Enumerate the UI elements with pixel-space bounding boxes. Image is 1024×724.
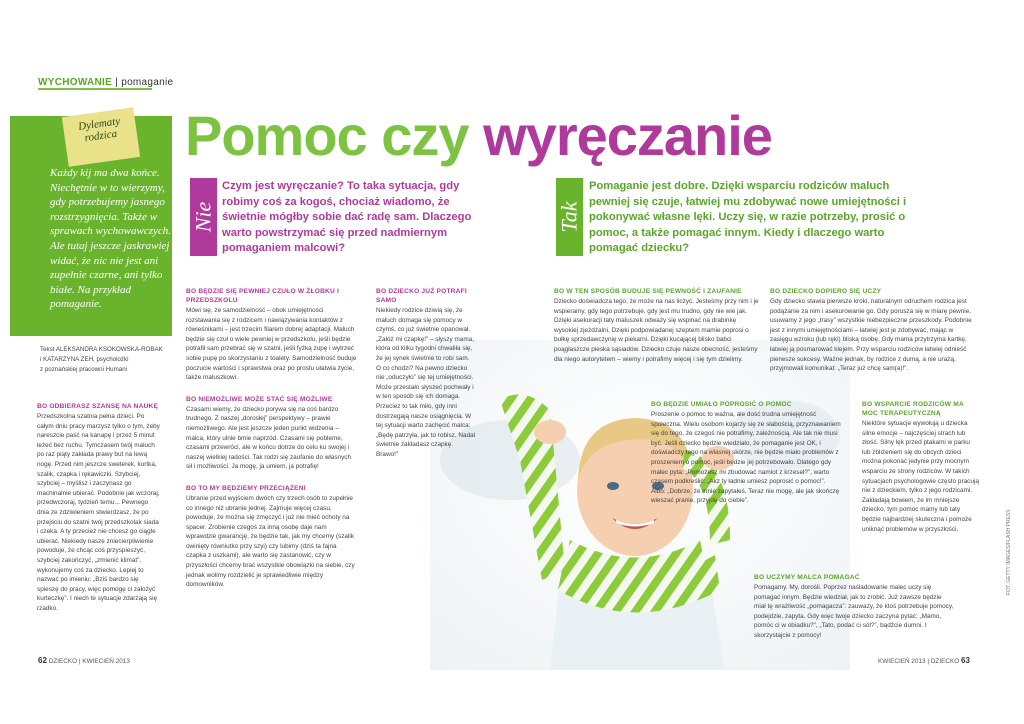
text-c5-1: Niektóre sytuacje wywołują u dziecka silne emocje – najczęściej strach lub złość. Silny lęk przed ptakami w parku lub zbliżeniem się do obcych dzieci można pokonać jedynie przy mocnym wsparciu ze strony rodziców. W takich sytuacjach psychologowie często pracują nie z dzieckiem, tylko z jego rodzicami. Zakładają bowiem, że im mniejsze dziecko, tym pomoc mamy lub taty będzie najbardziej skuteczna i pomoże uniknąć problemów w przyszłości. xyxy=(862,420,979,533)
tak-intro: Pomaganie jest dobre. Dzięki wsparciu rodziców maluch pewniej się czuje, łatwiej mu zdobywać nowe umiejętności i pokonywać własne lęki. Uczy się, w razie potrzeby, prosić o pomoc, a także pomagać innym. Kiedy i dlaczego warto pomagać dziecku? xyxy=(589,180,907,255)
section-c2-2 xyxy=(186,484,358,590)
text-c4-0: Dziecko doświadcza tego, że może na nas liczyć. Jesteśmy przy nim i je wspieramy, gdy tego potrzebuje, gdy jest mu trudno, gdy nie wie jak. Dzięki asekuracji taty maluszek odważy się wspinać na drabinkę wysokiej zjeżdżalni. Dzięki podpowiadanej szeptem mamie poprosi o bułkę sprzedawczynię w piekarni. Dzięki kucającej blisko babci poągłaszcze pieska sąsiadów. Dziecko czuje nasze obecność, jesteśmy dla niego autorytetem – wiemy i potrafimy więcej i się tym dzielimy. xyxy=(554,298,759,363)
section-c3-0 xyxy=(376,287,476,460)
section-c5-0 xyxy=(770,287,975,374)
column-4a xyxy=(554,287,759,376)
column-3 xyxy=(376,287,476,472)
column-5b xyxy=(862,400,980,546)
section-rule xyxy=(38,88,152,90)
section-c2-1 xyxy=(186,395,358,472)
text-c5-0: Gdy dziecko stawia pierwsze kroki, naturalnym odruchem rodzica jest podążanie za nim i asekurowanie go. Gdy porusza się w miarę pewnie, usuwamy z jego „trasy” wszystkie niebezpieczne przeszkody. Podobnie jest z innymi umiejętnościami – łatwiej jest je zdobywać, mając w zasięgu wzroku (lub ręki) bliską osobę. Gdy mama przytrzyma kartkę, łatwiej ją posmarować klejem. Przy wsparciu rodziców łatwiej odnieść pierwsze sukcesy. Ważne jednak, by rodzice z dumą, a nie urażą, przyjmowali komunikat: „Teraz już chcę sam(a)!”. xyxy=(770,298,972,373)
page-number-left: 62 xyxy=(38,656,47,665)
heading-c2-2: BO TO MY BĘDZIEMY PRZECIĄŻENI xyxy=(186,484,306,492)
folio-left xyxy=(38,656,130,665)
text-c2-0: Mówi się, że samodzielność – obok umiejętności rozstawania się z rodzicem i nawiązywania kontaktów z rówieśnikami – jest trzecim filarem dobrej adaptacji. Maluch będzie się czuł o wiele pewniej w przedszkolu, jeśli będzie potrafił sam przebrać się w szatni, jeśli fyżką zupę i wytrzeć sobie pupę po skorzystaniu z toalety. Samodzielność buduje poczucie wartości i sprawstwa oraz po prostu ułatwia życie, także maluszkowi. xyxy=(186,307,357,382)
section-tag xyxy=(38,77,173,88)
section-c5-1 xyxy=(862,400,980,534)
section-c4-1 xyxy=(651,400,841,506)
heading-c5-1: BO WSPARCIE RODZICÓW MA MOC TERAPEUTYCZNĄ xyxy=(862,401,964,417)
author-credits xyxy=(40,345,170,375)
tak-tab: Tak xyxy=(556,178,583,256)
section-main: WYCHOWANIE xyxy=(38,77,113,88)
text-c3-0: Niekiedy rodzice dziwią się, że maluch domaga się pomocy w czymś, co już świetnie opanował. „Załóż mi czapkę!” – słyszy mama, która od kilku tygodni chwaliła się, że jej synek świetnie to robi sam. O co chodzi? Na pewno dziecko nie „oduczyło” się tej umiejętności. Może przestało słyszeć pochwały i w ten sposób się ich domaga. Przeciez to tak miło, gdy inni dostrzegają nasze osiągnięcia. W tej sytuacji warto zachęcić malca: „Będę patrzyła, jak to robisz. Nadal świetnie zakładasz czapkę. Brawo!” xyxy=(376,307,476,458)
heading-c5-0: BO DZIECKO DOPIERO SIĘ UCZY xyxy=(770,288,882,295)
folio-right-text: KWIECIEŃ 2013 | DZIECKO xyxy=(878,658,960,665)
nie-tab: Nie xyxy=(190,178,217,256)
text-c4-2: Pomagamy. My, dorośli. Poprzez naśladowanie malec uczy się pomagać innym. Będzie wiedział, jak to zrobić. Już zawsze będzie miał tę wrażliwość „pomagacza”: zauważy, że ktoś potrzebuje pomocy, podejdzie, zapyta. Gdy więc twoje dziecko zaczyna pytać: „Mamo, pomóc ci w obiadku?”, „Tato, podać ci sól?”, bądźcie dumni. I skorzystajcie z pomocy! xyxy=(754,584,954,639)
column-2 xyxy=(186,287,358,602)
heading-c2-0: BO BĘDZIE SIĘ PEWNIEJ CZUŁO W ŻŁOBKU I PRZEDSZKOLU xyxy=(186,288,340,304)
column-4b xyxy=(651,400,841,518)
section-c2-0 xyxy=(186,287,358,383)
credit-line-3: z poznańskiej pracowni Humani xyxy=(40,366,128,373)
column-5a xyxy=(770,287,975,386)
photo-credit: FOT. GETTY IMAGES/FLASH PRESS xyxy=(1006,509,1012,595)
title-part-purple: wyręczanie xyxy=(483,104,772,167)
lede-text: Każdy kij ma dwa końce. Niechętnie w to wierzymy, gdy potrzebujemy jasnego rozstrzygnięcia. Także w sprawach wychowawczych. Ale tutaj jeszcze jaskrawiej widać, że nic nie jest ani zupełnie czarne, ani tylko białe. Na przykład pomaganie. xyxy=(50,167,171,311)
heading-c4-2: BO UCZYMY MALCA POMAGAĆ xyxy=(754,574,860,581)
text-c2-1: Czasami wiemy, że dziecko porywa się na coś bardzo trudnego. Z naszej „dorosłej” perspektywy – prawie niemożliwego. Ale jest jeszcze jeden punkt widzenia – malca, który ulnie bmie naprzód. Czasami się pobleme, czasami przewróci, ale w końcu dotrze do celu ku swojej i naszej wielkiej radości. Tak rodzi się zaufanie do własnych sił i możliwości. Ja mogę, ja umiem, ja potrafię! xyxy=(186,405,352,471)
heading-c4-1: BO BĘDZIE UMIAŁO POPROSIĆ O POMOC xyxy=(651,401,792,408)
folio-left-text: DZIECKO | KWIECIEŃ 2013 xyxy=(48,658,130,665)
page-number-right: 63 xyxy=(961,656,970,665)
credit-line-1: Tekst ALEKSANDRA KSOKOWSKA-ROBAK xyxy=(40,346,163,353)
credit-line-2: i KATARZYNA ZEH, psycholożki xyxy=(40,356,129,363)
text-c1-0: Przedszkolna szatnia pełna dzieci. Po całym dniu pracy marzysz tylko o tym, żeby nareszcie paść na kanapę i przez 5 minut leżeć bez ruchu. Tymczasem twój maluch po raz piąty zakłada prawy but na lewą nogę. Przed nim jeszcze sweterek, kurtka, szalik, czapka i rękawiczki. Szybciej, szybciej – myślisz i zaczynasz go machinalnie ubierać. Podobnie jak wczoraj, przedwczoraj, tydzień temu... Pewnego dnia ze zdziwieniem stwierdzasz, że po przejściu do szatni twój przedszkolak siada i czeka. A ty przecież nie chcesz go ciągle ubierać. Niekiedy nasze zniecierpliwienie powoduje, że chcąc coś przyspieszyć, szybciej zakończyć, „zmienić klimat”, wykonujemy coś za dziecko. Lepiej to nazwać po imieniu: „Bziś bardzo się spieszę do pracy, więc pomogę ci założyć kurteczkę”. I niech te sytuacje zdarzają się rzadko. xyxy=(37,413,160,612)
heading-c3-0: BO DZIECKO JUŻ POTRAFI SAMO xyxy=(376,288,467,304)
article-title xyxy=(185,104,772,168)
section-sub: pomaganie xyxy=(121,77,174,88)
section-c4-2 xyxy=(754,573,954,641)
title-part-green: Pomoc czy xyxy=(185,104,484,167)
section-sep: | xyxy=(115,77,119,88)
column-4c xyxy=(754,573,954,653)
heading-c2-1: BO NIEMOŻLIWE MOŻE STAĆ SIĘ MOŻLIWE xyxy=(186,395,333,403)
text-c2-2: Ubranie przed wyjściem dwóch czy trzech osób to zupełnie co innego niż ubranie jednej. Zajmuje więcej czasu, powoduje, że można się zmęczyć i już nie mieć ochoty na spacer. Zrobienie czegoś za inną osobę daje nam wprawdzie gwarancję, że będzie tak, jak my chcemy (szalik owinięty równiutko przy szyi) czy lubimy (dziś ta fajna czapka z uszkami), ale warto się zastanowić, czy w przyszłości chcemy brać wszystkie obowiązki na siebie, czy jednak wolimy rozdzielić je sprawiedliwie między domowników. xyxy=(186,494,355,589)
nie-intro: Czym jest wyręczanie? To taka sytuacja, gdy robimy coś za kogoś, chociaż wiadomo, że świetnie mógłby sobie dać radę sam. Dlaczego warto powstrzymać się przed nadmiernym pomaganiem malcowi? xyxy=(222,180,472,255)
lede-box xyxy=(10,116,172,336)
section-c1-0 xyxy=(37,402,162,613)
section-c4-0 xyxy=(554,287,759,364)
folio-right xyxy=(878,656,970,665)
dylematy-ribbon: Dylematy rodzica xyxy=(62,107,140,167)
text-c4-1: Proszenie o pomoc to ważna, ale dość trudna umiejętność społeczna. Wielu osobom kojarzy się ze słabością, przyznawaniem się do tego, że czegoś nie potrafimy, zależnością. Ale tak nie musi być. Jeśli dziecko będzie wiedziało, że pomaganie jest OK, i doświadczy tego na własnej skórze, nie będzie miało problemów z proszeniem o pomoc, jeśli będzie jej potrzebowało. Dlatego gdy malec pyta: „Pomożesz mi zbudować namiot z krzeseł?”, warto czasem podkreślić: „Akz ty ładnie umiesz poprosić o pomoc!”. Albo: „Dobrze, że mnie zapytałeś. Teraz nie mogę, ale jak skończę wieszać pranie, przyjdę do ciebie”. xyxy=(651,411,841,505)
column-1 xyxy=(37,402,162,625)
heading-c1-0: BO ODBIERASZ SZANSĘ NA NAUKĘ xyxy=(37,403,159,410)
heading-c4-0: BO W TEN SPOSÓB BUDUJE SIĘ PEWNOŚĆ I ZAUFANIE xyxy=(554,288,742,295)
